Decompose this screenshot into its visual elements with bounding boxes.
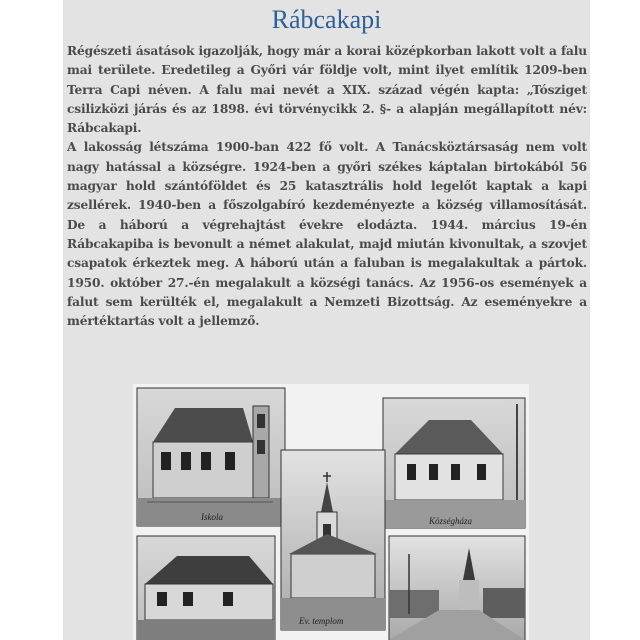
caption-school: Iskola [201, 512, 223, 522]
page-title: Rábcakapi [271, 5, 382, 34]
caption-town-hall: Községháza [429, 516, 473, 526]
postcard-image [133, 384, 529, 640]
paragraph-population: A lakosság létszáma 1900-ban 422 fő volt. A Tanácsköztársaság nem volt nagy hatással a községre. 1924-ben a győri székes káptalan birtokából 56 magyar hold szántóföldet és 25 katasztrális hold legelőt kaptak a kapi zsellérek. 1940-ben a főszolgabíró kezdeményezte a község villamosítását. De a háború a végrehajtást évekre elodázta. 1944. március 19-én Rábcakapiba is bevonult a német alakulat, majd miután kivonultak, a szovjet csapatok érkeztek meg. A háború után a faluban is megalakultak a pártok. 1950. október 27.-én megalakult a községi tanács. Az 1956-os események a falut sem kerülték el, megalakult a Nemzeti Bizottság. Az eseményekre a mértéktartás volt a jellemző. [67, 140, 587, 329]
photo-street [389, 536, 525, 640]
caption-church: Ev. templom [299, 616, 344, 626]
article-body [67, 42, 587, 331]
photo-town-hall [383, 398, 525, 528]
photo-school [137, 388, 285, 526]
paragraph-history: Régészeti ásatások igazolják, hogy már a korai középkorban lakott volt a falu mai területe. Eredetileg a Győri vár földje volt, mint ilyet említik 1209-ben Terra Capi néven. A falu mai nevét a XIX. század végén kapta: „Tósziget csilizközi járás és az 1898. évi törvénycikk 2. §- a alapján megállapított név: Rábcakapi. [67, 44, 587, 136]
photo-church [281, 450, 385, 630]
postcard-collage [133, 384, 529, 640]
photo-house [137, 536, 275, 640]
